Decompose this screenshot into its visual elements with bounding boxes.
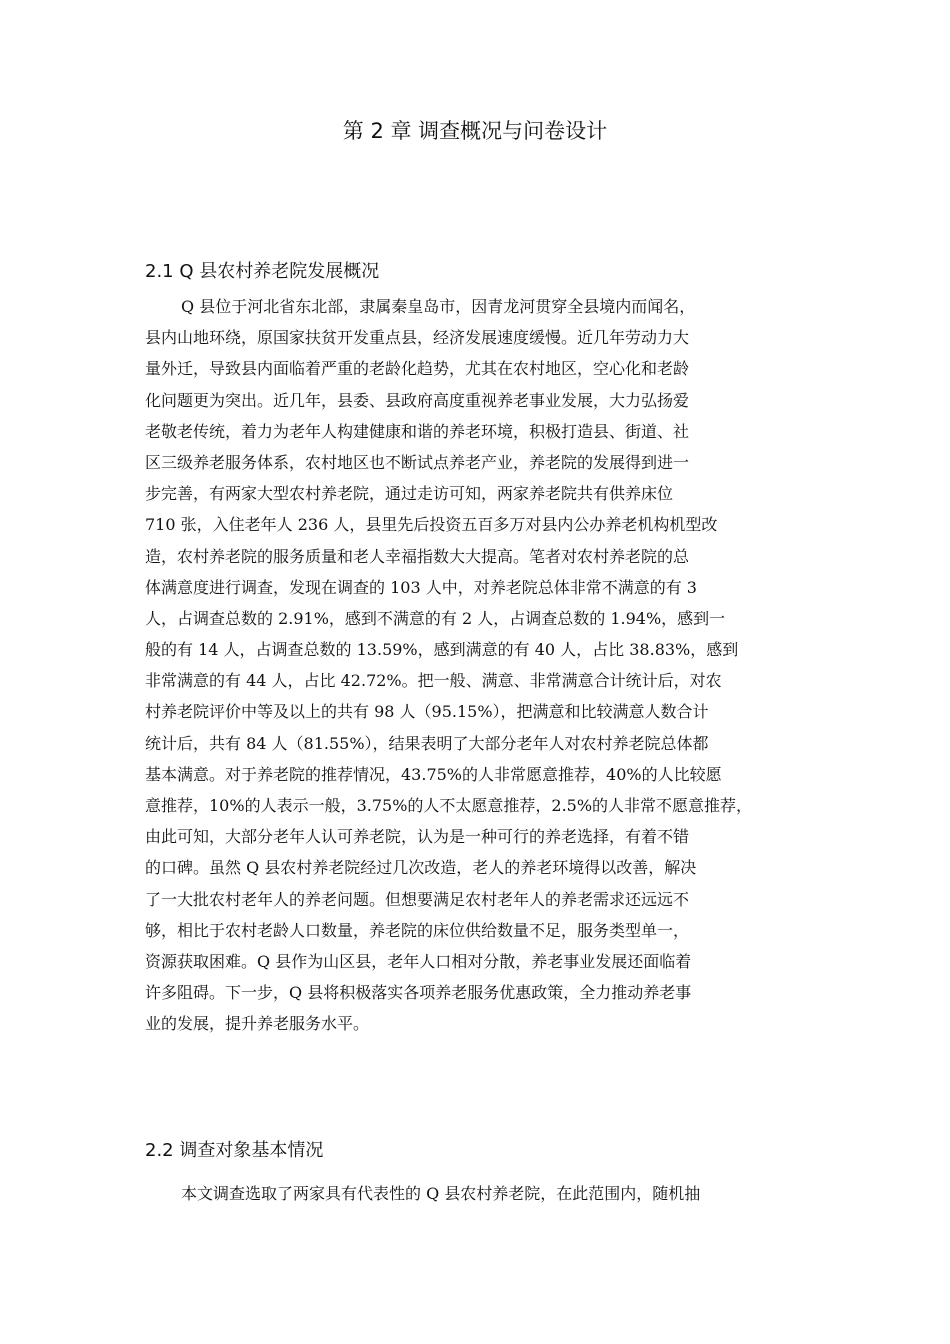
paragraph-line: 老敬老传统，着力为老年人构建健康和谐的养老环境，积极打造县、街道、社 xyxy=(145,421,690,441)
paragraph-line: 县内山地环绕，原国家扶贫开发重点县，经济发展速度缓慢。近几年劳动力大 xyxy=(145,328,690,348)
paragraph-line: 710 张，入住老年人 236 人，县里先后投资五百多万对县内公办养老机构机型改 xyxy=(145,515,718,535)
section-2-1-paragraph xyxy=(145,291,752,1040)
paragraph-line: 业的发展，提升养老服务水平。 xyxy=(145,1014,370,1034)
paragraph-line: 化问题更为突出。近几年，县委、县政府高度重视养老事业发展，大力弘扬爱 xyxy=(145,390,690,410)
paragraph-line: 非常满意的有 44 人，占比 42.72%。把一般、满意、非常满意合计统计后，对农 xyxy=(145,671,722,691)
paragraph-line: 的口碑。虽然 Q 县农村养老院经过几次改造，老人的养老环境得以改善，解决 xyxy=(145,858,697,878)
section-heading-2-2: 2.2 调查对象基本情况 xyxy=(145,1140,324,1161)
section-heading-2-1: 2.1 Q 县农村养老院发展概况 xyxy=(145,261,380,282)
paragraph-line: 本文调查选取了两家具有代表性的 Q 县农村养老院，在此范围内，随机抽 xyxy=(181,1184,701,1203)
paragraph-line: 体满意度进行调查，发现在调查的 103 人中，对养老院总体非常不满意的有 3 xyxy=(145,577,697,597)
paragraph-line: 了一大批农村老年人的养老问题。但想要满足农村老年人的养老需求还远远不 xyxy=(145,889,690,909)
paragraph-line: 量外迁，导致县内面临着严重的老龄化趋势，尤其在农村地区，空心化和老龄 xyxy=(145,359,690,379)
paragraph-line: 由此可知，大部分老年人认可养老院，认为是一种可行的养老选择，有着不错 xyxy=(145,827,690,847)
paragraph-line: 区三级养老服务体系，农村地区也不断试点养老产业，养老院的发展得到进一 xyxy=(145,452,690,472)
paragraph-line: 资源获取困难。Q 县作为山区县，老年人口相对分散，养老事业发展还面临着 xyxy=(145,951,692,971)
paragraph-line: 意推荐，10%的人表示一般，3.75%的人不太愿意推荐，2.5%的人非常不愿意推荐， xyxy=(145,796,753,815)
paragraph-line: 步完善，有两家大型农村养老院，通过走访可知，两家养老院共有供养床位 xyxy=(145,484,674,504)
paragraph-line: 人，占调查总数的 2.91%，感到不满意的有 2 人，占调查总数的 1.94%，感到一 xyxy=(145,608,726,628)
chapter-title: 第 2 章 调查概况与问卷设计 xyxy=(342,119,608,143)
paragraph-line: 许多阻碍。下一步，Q 县将积极落实各项养老服务优惠政策，全力推动养老事 xyxy=(145,983,692,1003)
section-2-2-paragraph xyxy=(145,1178,700,1209)
paragraph-line: Q 县位于河北省东北部，隶属秦皇岛市，因青龙河贯穿全县境内而闻名， xyxy=(181,297,696,316)
paragraph-line: 统计后，共有 84 人（81.55%），结果表明了大部分老年人对农村养老院总体都 xyxy=(145,733,709,753)
paragraph-line: 村养老院评价中等及以上的共有 98 人（95.15%），把满意和比较满意人数合计 xyxy=(145,702,709,722)
paragraph-line: 基本满意。对于养老院的推荐情况，43.75%的人非常愿意推荐，40%的人比较愿 xyxy=(145,764,722,784)
paragraph-line: 造，农村养老院的服务质量和老人幸福指数大大提高。笔者对农村养老院的总 xyxy=(145,546,690,566)
paragraph-line: 够，相比于农村老龄人口数量，养老院的床位供给数量不足，服务类型单一， xyxy=(145,920,690,940)
paragraph-line: 般的有 14 人，占调查总数的 13.59%，感到满意的有 40 人，占比 38.83%，感到 xyxy=(145,640,739,660)
